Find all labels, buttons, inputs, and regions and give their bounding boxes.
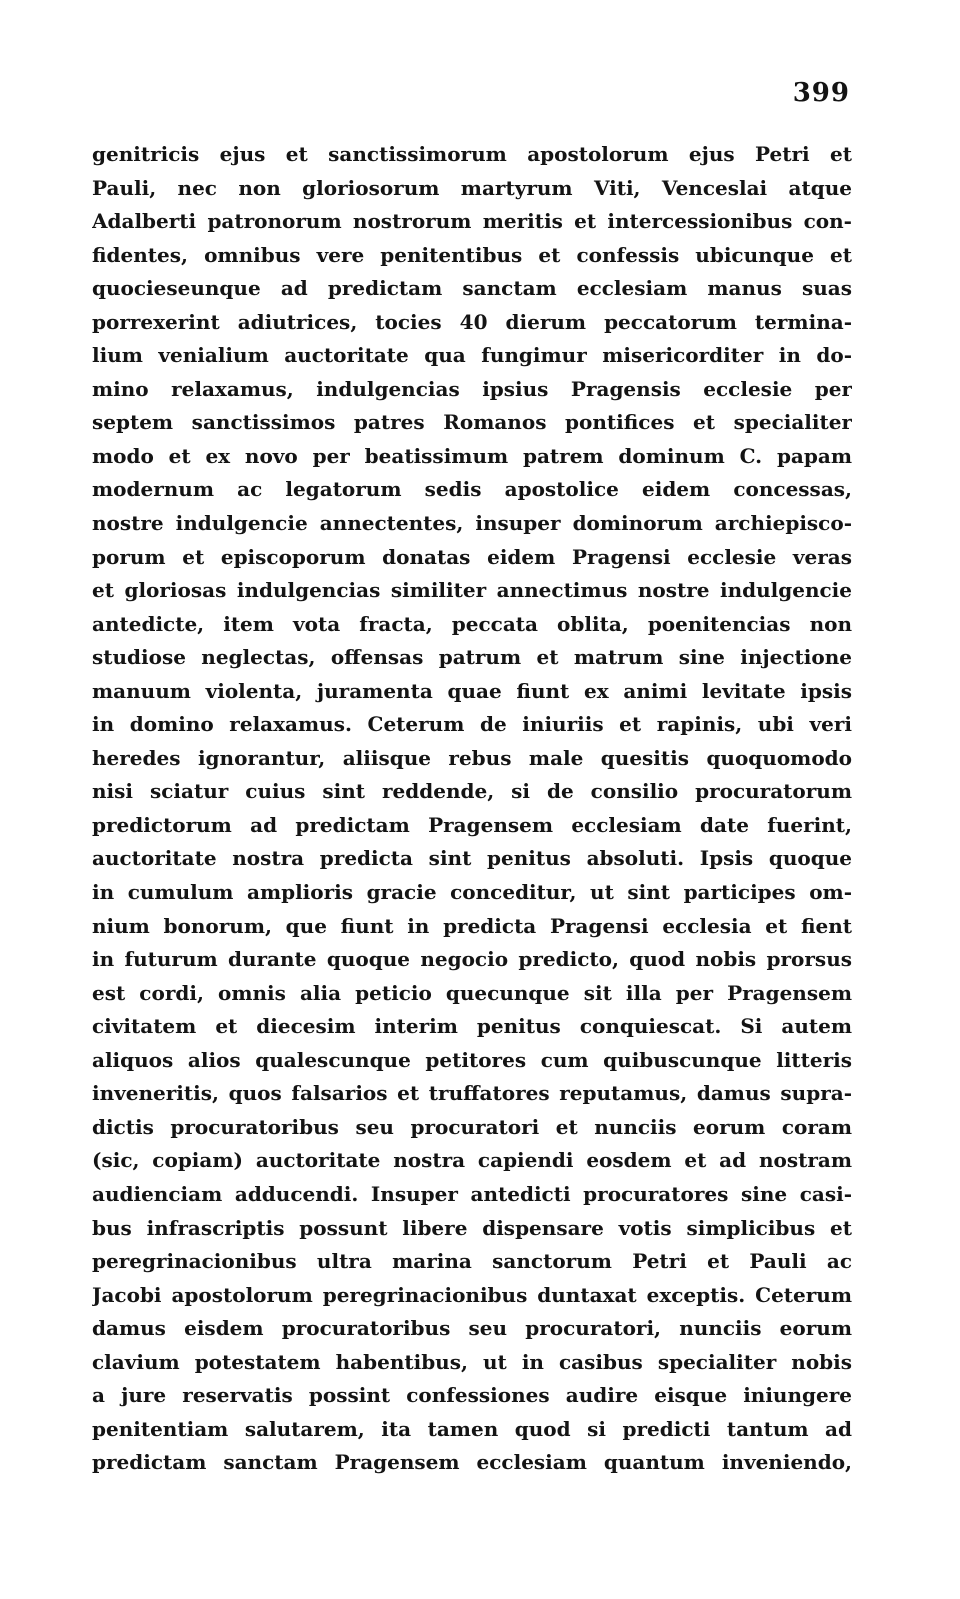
text-line: nium bonorum, que fiunt in predicta Pragensi ecclesia et fient — [92, 913, 852, 938]
text-line: genitricis ejus et sanctissimorum apostolorum ejus Petri et — [92, 142, 852, 166]
text-line: Jacobi apostolorum peregrinacionibus duntaxat exceptis. Ceterum — [92, 1282, 852, 1307]
text-line: fidentes, omnibus vere penitentibus et confessis ubicunque et — [92, 242, 852, 267]
body-text — [92, 138, 852, 1480]
text-line: modo et ex novo per beatissimum patrem dominum C. papam — [92, 443, 852, 468]
text-line: antedicte, item vota fracta, peccata oblita, poenitencias non — [92, 611, 852, 636]
text-line: audienciam adducendi. Insuper antedicti procuratores sine casi- — [92, 1181, 852, 1206]
text-line: auctoritate nostra predicta sint penitus absoluti. Ipsis quoque — [92, 846, 852, 871]
text-line: in cumulum amplioris gracie conceditur, ut sint participes om- — [92, 880, 852, 905]
text-line: dictis procuratoribus seu procuratori et nunciis eorum coram — [92, 1114, 852, 1139]
text-line: nisi sciatur cuius sint reddende, si de consilio procuratorum — [92, 779, 852, 804]
text-line: lium venialium auctoritate qua fungimur misericorditer in do- — [92, 343, 852, 368]
text-line: Adalberti patronorum nostrorum meritis et intercessionibus con- — [92, 209, 852, 234]
text-line: penitentiam salutarem, ita tamen quod si predicti tantum ad — [92, 1416, 852, 1441]
text-line: septem sanctissimos patres Romanos pontifices et specialiter — [92, 410, 852, 435]
text-line: et gloriosas indulgencias similiter annectimus nostre indulgencie — [92, 578, 852, 603]
text-line: in futurum durante quoque negocio predicto, quod nobis prorsus — [92, 947, 852, 972]
text-line: bus infrascriptis possunt libere dispensare votis simplicibus et — [92, 1215, 852, 1240]
text-line: studiose neglectas, offensas patrum et matrum sine injectione — [92, 645, 852, 670]
text-line: peregrinacionibus ultra marina sanctorum Petri et Pauli ac — [92, 1249, 852, 1274]
text-line: quocieseunque ad predictam sanctam ecclesiam manus suas — [92, 276, 852, 301]
text-line: civitatem et diecesim interim penitus conquiescat. Si autem — [92, 1014, 852, 1039]
text-line: aliquos alios qualescunque petitores cum quibuscunque litteris — [92, 1047, 852, 1072]
text-line: modernum ac legatorum sedis apostolice eidem concessas, — [92, 477, 852, 502]
text-line: (sic, copiam) auctoritate nostra capiendi eosdem et ad nostram — [92, 1148, 852, 1173]
text-line: heredes ignorantur, aliisque rebus male quesitis quoquomodo — [92, 745, 852, 770]
text-line: Pauli, nec non gloriosorum martyrum Viti, Venceslai atque — [92, 175, 852, 200]
page-number: 399 — [792, 78, 850, 108]
text-line: manuum violenta, juramenta quae fiunt ex animi levitate ipsis — [92, 678, 852, 703]
text-line: clavium potestatem habentibus, ut in casibus specialiter nobis — [92, 1349, 852, 1374]
text-line: a jure reservatis possint confessiones audire eisque iniungere — [92, 1383, 852, 1408]
text-line: est cordi, omnis alia peticio quecunque sit illa per Pragensem — [92, 980, 852, 1005]
text-line: predictam sanctam Pragensem ecclesiam quantum inveniendo, — [92, 1450, 852, 1475]
text-line: nostre indulgencie annectentes, insuper dominorum archiepisco- — [92, 511, 852, 536]
text-line: predictorum ad predictam Pragensem ecclesiam date fuerint, — [92, 812, 852, 837]
text-line: inveneritis, quos falsarios et truffatores reputamus, damus supra- — [92, 1081, 852, 1106]
text-line: porum et episcoporum donatas eidem Pragensi ecclesie veras — [92, 544, 852, 569]
text-line: damus eisdem procuratoribus seu procuratori, nunciis eorum — [92, 1316, 852, 1341]
text-line: porrexerint adiutrices, tocies 40 dierum peccatorum termina- — [92, 309, 852, 334]
text-line: mino relaxamus, indulgencias ipsius Pragensis ecclesie per — [92, 376, 852, 401]
text-line: in domino relaxamus. Ceterum de iniuriis et rapinis, ubi veri — [92, 712, 852, 737]
